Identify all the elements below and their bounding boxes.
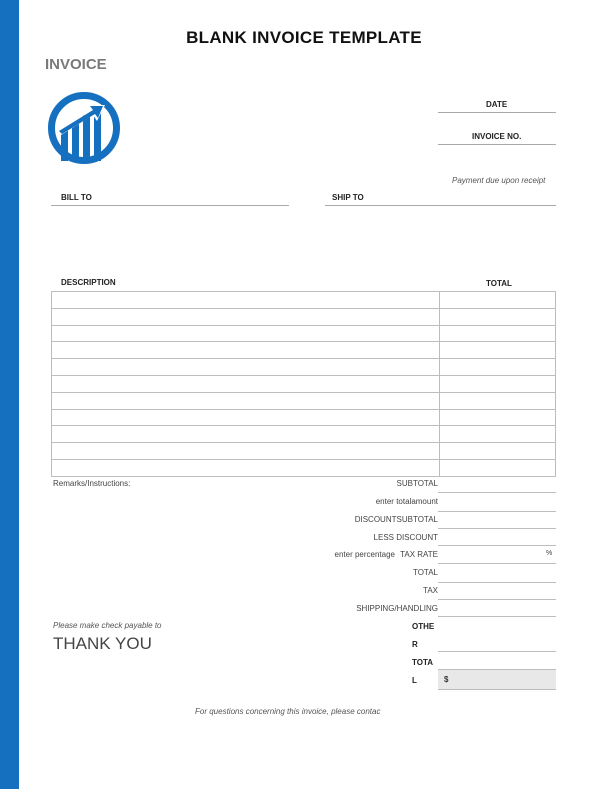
other-line[interactable] [438,651,556,652]
ship-to-line[interactable] [325,205,556,206]
other-label-line2: R [412,640,418,649]
total-cell[interactable] [440,292,556,309]
table-row [52,375,556,392]
table-row [52,325,556,342]
total-cell[interactable] [440,426,556,443]
enter-total-label: enter totalamount [375,497,438,506]
percent-sign: % [546,550,553,557]
footer-note: For questions concerning this invoice, please contac [195,707,381,716]
tax-line[interactable] [438,599,556,600]
table-row [52,426,556,443]
line-items-table [51,291,556,477]
shipping-label: SHIPPING/HANDLING [356,604,438,613]
date-label: DATE [486,100,508,109]
table-row [52,409,556,426]
less-discount-label: LESS DISCOUNT [373,533,438,542]
total-header: TOTAL [486,279,512,288]
other-label-line1: OTHE [412,622,435,631]
description-cell[interactable] [52,342,440,359]
total-cell[interactable] [440,459,556,476]
description-cell[interactable] [52,459,440,476]
total-cell[interactable] [440,375,556,392]
tax-label: TAX [423,586,438,595]
description-cell[interactable] [52,359,440,376]
grand-total-field[interactable] [438,669,556,690]
bill-to-label: BILL TO [61,193,92,202]
invoice-no-line[interactable] [438,144,556,145]
invoice-heading: INVOICE [45,56,107,73]
description-cell[interactable] [52,443,440,460]
description-cell[interactable] [52,292,440,309]
currency-symbol: $ [444,675,449,684]
table-row [52,359,556,376]
description-cell[interactable] [52,375,440,392]
total-cell[interactable] [440,392,556,409]
tax-rate-line[interactable] [438,563,556,564]
table-row [52,443,556,460]
description-cell[interactable] [52,308,440,325]
description-cell[interactable] [52,392,440,409]
total-cell[interactable] [440,308,556,325]
total-label: TOTAL [412,568,438,577]
page-title: BLANK INVOICE TEMPLATE [186,28,422,47]
tax-rate-label: TAX RATE [400,550,438,559]
total-cell[interactable] [440,443,556,460]
total-cell[interactable] [440,342,556,359]
description-cell[interactable] [52,426,440,443]
shipping-line[interactable] [438,616,556,617]
description-cell[interactable] [52,325,440,342]
discount-subtotal-line[interactable] [438,528,556,529]
check-payable-note: Please make check payable to [53,621,162,630]
thank-you-text: THANK YOU [53,634,152,653]
description-cell[interactable] [52,409,440,426]
less-discount-line[interactable] [438,545,556,546]
total-cell[interactable] [440,359,556,376]
side-accent-bar [0,0,19,789]
date-line[interactable] [438,112,556,113]
payment-note: Payment due upon receipt [452,176,546,185]
table-row [52,392,556,409]
bill-to-line[interactable] [51,205,289,206]
discount-subtotal-label: DISCOUNTSUBTOTAL [354,515,438,524]
description-header: DESCRIPTION [61,278,116,287]
table-row [52,292,556,309]
table-row [52,308,556,325]
total-cell[interactable] [440,325,556,342]
ship-to-label: SHIP TO [332,193,364,202]
invoice-no-label: INVOICE NO. [472,132,522,141]
subtotal-line[interactable] [438,492,556,493]
table-row [52,342,556,359]
total-label-line2: L [412,676,417,685]
remarks-label: Remarks/Instructions: [53,479,131,488]
total-cell[interactable] [440,409,556,426]
total-label-line1: TOTA [412,658,434,667]
table-row [52,459,556,476]
bar-chart-circle-logo-icon [47,91,121,165]
enter-percentage-label: enter percentage [334,550,395,559]
subtotal-label: SUBTOTAL [396,479,438,488]
total-line[interactable] [438,582,556,583]
enter-total-line[interactable] [438,511,556,512]
